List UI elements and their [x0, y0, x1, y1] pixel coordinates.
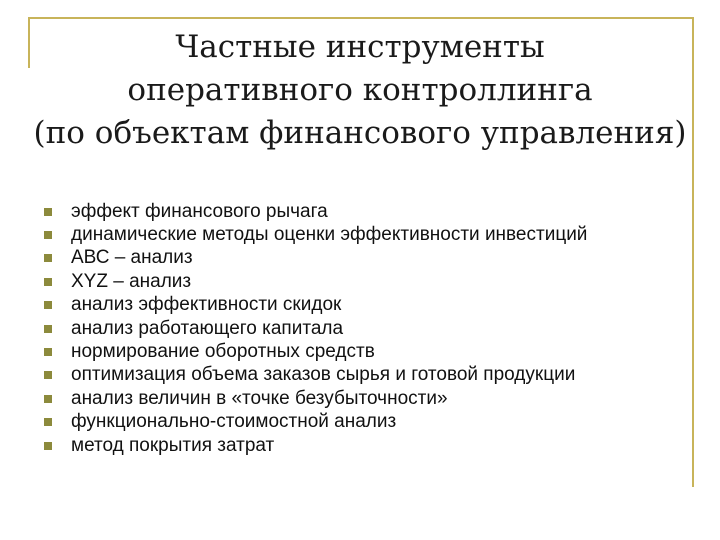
square-bullet-icon — [44, 231, 52, 239]
list-item-label: динамические методы оценки эффективности инвестиций — [71, 224, 588, 246]
list-item-label: анализ величин в «точке безубыточности» — [71, 387, 448, 409]
list-item — [44, 270, 587, 293]
list-item — [44, 247, 587, 270]
list-item — [44, 294, 587, 317]
square-bullet-icon — [44, 371, 52, 379]
list-item — [44, 223, 587, 246]
list-item-label: анализ эффективности скидок — [71, 294, 342, 316]
square-bullet-icon — [44, 301, 52, 309]
square-bullet-icon — [44, 348, 52, 356]
square-bullet-icon — [44, 208, 52, 216]
list-item-label: нормирование оборотных средств — [71, 341, 375, 363]
title-line-1: Частные инструменты — [175, 29, 545, 65]
list-item-label: оптимизация объема заказов сырья и готовой продукции — [71, 364, 576, 386]
square-bullet-icon — [44, 278, 52, 286]
square-bullet-icon — [44, 325, 52, 333]
list-item — [44, 387, 587, 410]
square-bullet-icon — [44, 395, 52, 403]
list-item-label: метод покрытия затрат — [71, 434, 275, 456]
list-item — [44, 434, 587, 457]
list-item — [44, 340, 587, 363]
list-item-label: функционально-стоимостной анализ — [71, 411, 397, 433]
square-bullet-icon — [44, 442, 52, 450]
list-item — [44, 364, 587, 387]
square-bullet-icon — [44, 418, 52, 426]
square-bullet-icon — [44, 254, 52, 262]
slide-title — [0, 26, 720, 155]
list-item — [44, 317, 587, 340]
title-line-2: оперативного контроллинга — [127, 72, 593, 108]
list-item — [44, 411, 587, 434]
title-line-3: (по объектам финансового управления) — [33, 115, 687, 151]
frame-top-border — [28, 17, 694, 19]
list-item — [44, 200, 587, 223]
list-item-label: анализ работающего капитала — [71, 317, 344, 339]
list-item-label: АВС – анализ — [71, 247, 193, 269]
instrument-list — [44, 200, 587, 457]
list-item-label: эффект финансового рычага — [71, 200, 328, 222]
list-item-label: XYZ – анализ — [71, 270, 192, 292]
